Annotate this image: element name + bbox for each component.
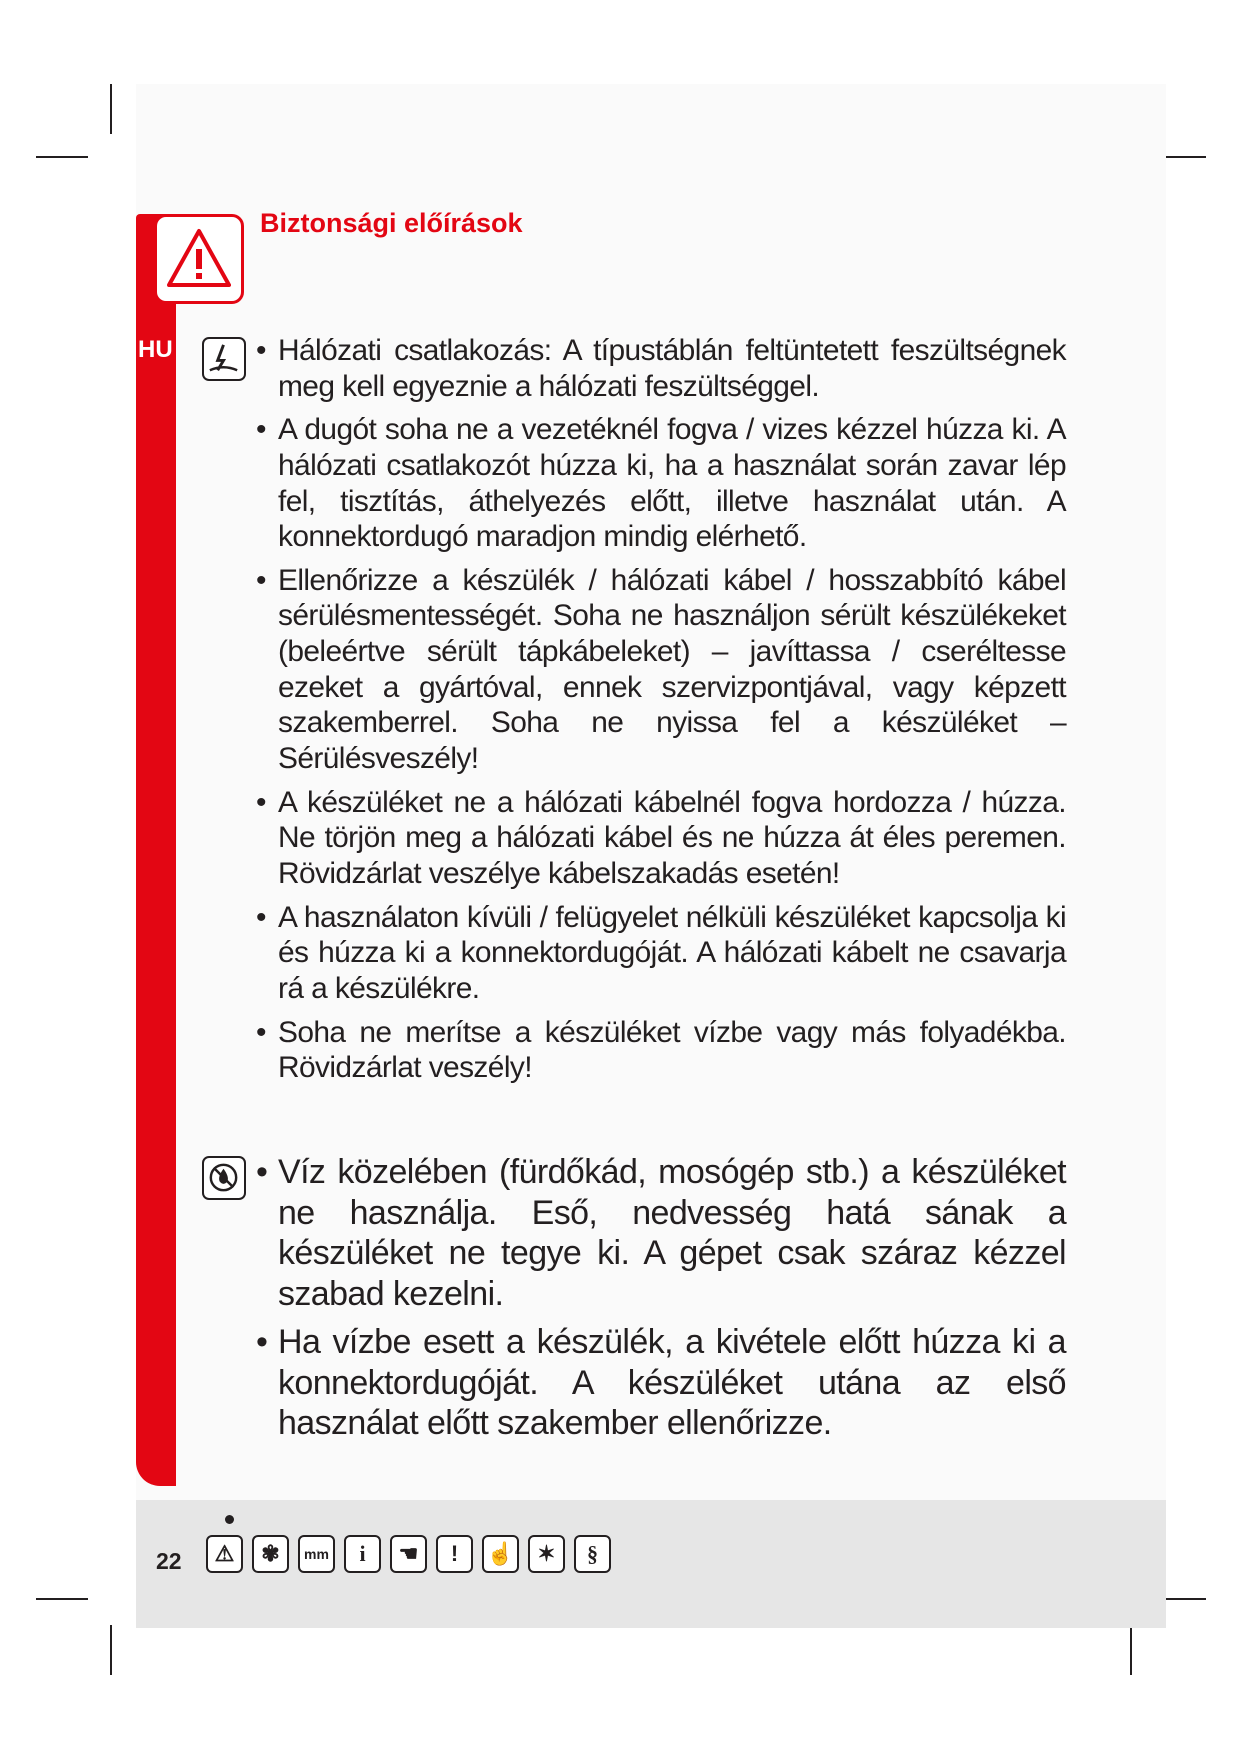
warning-box [154,214,244,304]
crop-mark [1130,1625,1132,1675]
list-item: • Víz közelében (fürdőkád, mosógép stb.) a készüléket ne használja. Eső, nedvesség hatá sának a készüléket ne tegye ki. A gépet csak száraz kézzel szabad kezelni. [256,1152,1066,1314]
plug-hand-icon [202,337,246,381]
measurements-icon: mm [298,1535,335,1573]
list-item: • A készüléket ne a hálózati kábelnél fogva hordozza / húzza. Ne törjön meg a hálózati kábel és ne húzza át éles peremen. Rövidzárlat veszélye kábelszakadás esetén! [256,785,1066,892]
environment-icon: ✾ [252,1535,289,1573]
bullet-list [256,333,1066,1094]
side-color-bar [136,214,176,1486]
warning-triangle-icon: ⚠ [206,1535,243,1573]
language-tag: HU [138,336,173,363]
footer-band [136,1500,1166,1628]
cleaning-hand-icon: ☝ [482,1535,519,1573]
crop-mark [110,1625,112,1675]
page-number: 22 [156,1548,182,1574]
active-indicator-dot [225,1515,234,1524]
no-water-icon [202,1156,246,1200]
spark-icon: ✶ [528,1535,565,1573]
crop-mark [36,156,88,158]
list-item: • Soha ne merítse a készüléket vízbe vagy más folyadékba. Rövidzárlat veszély! [256,1015,1066,1086]
info-icon: i [344,1535,381,1573]
operation-hand-icon: ☚ [390,1535,427,1573]
crop-mark [110,84,112,134]
warning-triangle-icon [167,227,231,291]
crop-mark [36,1598,88,1600]
list-item: • Ellenőrizze a készülék / hálózati kábel / hosszabbító kábel sérülésmentességét. Soha ne használjon sérült készülékeket (beleértve sérült tápkábeleket) – javíttassa / cseréltesse ezeket a gyártóval, ennek szervizpontjával, vagy képzett szakemberrel. Soha ne nyissa fel a készüléket – Sérülésveszély! [256,563,1066,777]
bullet-list [256,1152,1066,1452]
paragraph-icon: § [574,1535,611,1573]
exclamation-icon: ! [436,1535,473,1573]
list-item: • Hálózati csatlakozás: A típustáblán feltüntetett feszültségnek meg kell egyeznie a hálózati feszültséggel. [256,333,1066,404]
page-title: Biztonsági előírások [260,208,523,238]
list-item: • A használaton kívüli / felügyelet nélküli készüléket kapcsolja ki és húzza ki a konnektordugóját. A hálózati kábelt ne csavarja rá a készülékre. [256,900,1066,1007]
list-item: • Ha vízbe esett a készülék, a kivétele előtt húzza ki a konnektordugóját. A készüléket utána az első használat előtt szakember ellenőrizze. [256,1322,1066,1444]
list-item: • A dugót soha ne a vezetéknél fogva / vizes kézzel húzza ki. A hálózati csatlakozót húzza ki, ha a használat során zavar lép fel, tisztítás, áthelyezés előtt, illetve használat után. A konnektordugó maradjon mindig elérhető. [256,412,1066,555]
